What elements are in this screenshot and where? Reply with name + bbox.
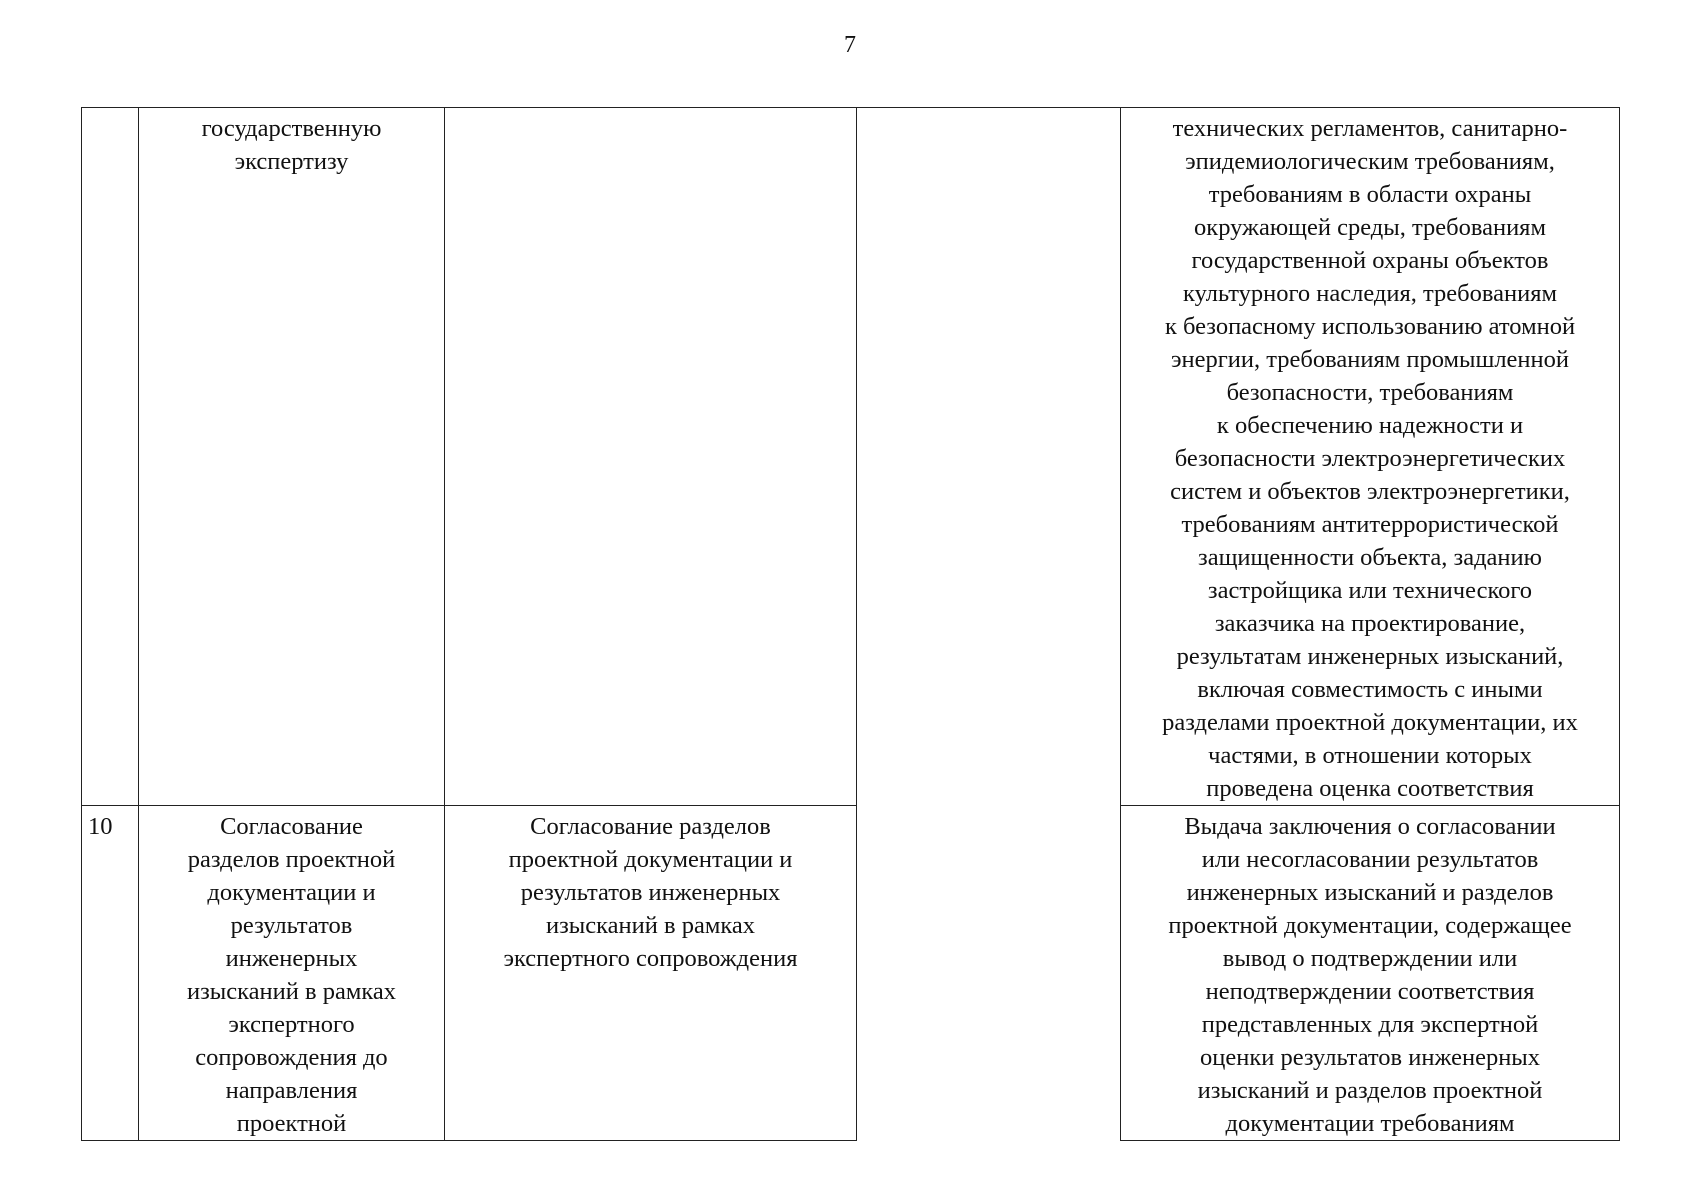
empty-cell bbox=[857, 806, 1121, 1141]
empty-cell bbox=[857, 108, 1121, 806]
table-row-continued bbox=[82, 108, 1620, 806]
stage-content-cell bbox=[445, 806, 857, 1141]
stage-content-cell bbox=[445, 108, 857, 806]
result-cell bbox=[1121, 108, 1620, 806]
row-number-cell bbox=[82, 108, 139, 806]
stage-name-text: Согласование разделов проектной документации и результатов инженерных изысканий в рамках экспертного сопровождения до направления проектной bbox=[187, 813, 396, 1137]
row-number-cell bbox=[82, 806, 139, 1141]
document-table bbox=[81, 107, 1620, 1141]
stage-name-cell bbox=[139, 108, 445, 806]
stage-name-cell bbox=[139, 806, 445, 1141]
stage-content-text: Согласование разделов проектной документации и результатов инженерных изысканий в рамках экспертного сопровождения bbox=[503, 813, 798, 972]
result-text: технических регламентов, санитарно- эпидемиологическим требованиям, требованиям в области охраны окружающей среды, требованиям государственной охраны объектов культурного наследия, требованиям к безопасному использованию атомной энергии, требованиям промышленной безопасности, требованиям к обеспечению надежности и безопасности электроэнергетических систем и объектов электроэнергетики, требованиям антитеррористической защищенности объекта, заданию застройщика или технического заказчика на проектирование, результатам инженерных изысканий, включая совместимость с иными разделами проектной документации, их частями, в отношении которых проведена оценка соответствия bbox=[1162, 115, 1578, 802]
result-cell bbox=[1121, 806, 1620, 1141]
result-text: Выдача заключения о согласовании или несогласовании результатов инженерных изысканий и разделов проектной документации, содержащее вывод о подтверждении или неподтверждении соответствия представленных для экспертной оценки результатов инженерных изысканий и разделов проектной документации требованиям bbox=[1168, 813, 1572, 1137]
row-number: 10 bbox=[88, 813, 113, 840]
page-number: 7 bbox=[844, 32, 856, 58]
table-row-10 bbox=[82, 806, 1620, 1141]
stage-name-text: государственную экспертизу bbox=[201, 115, 382, 175]
